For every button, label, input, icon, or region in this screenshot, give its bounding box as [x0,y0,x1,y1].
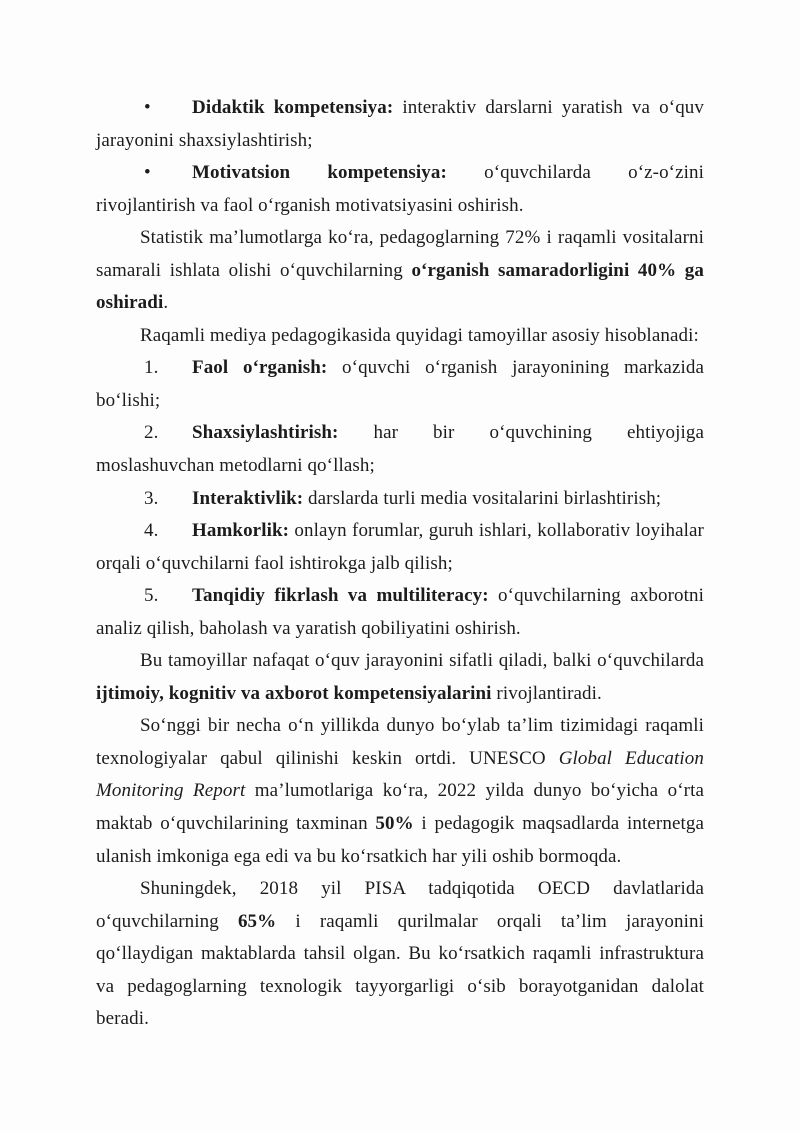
text-segment: Tanqidiy fikrlash va multiliteracy: [192,585,489,607]
text-segment: Shuningdek, 2018 yil PISA tadqiqotida OECD davlatlarida o‘quvchilarning [96,878,704,932]
bullet-paragraph [96,157,704,222]
text-segment: har bir o‘quvchining ehtiyojiga moslashuvchan metodlarni qo‘llash; [96,422,704,477]
bullet-paragraph [96,92,704,157]
text-segment: Shaxsiylashtirish: [192,422,339,444]
paragraph [96,222,704,320]
text-segment: i raqamli qurilmalar orqali ta’lim jarayonini qo‘llaydigan maktablarda tahsil olgan. Bu ko‘rsatkich raqamli infrastruktura va pedagoglarning texnologik tayyorgarligi o‘sib borayotganidan dalolat beradi. [96,910,704,1030]
numbered-paragraph [96,352,704,417]
number-marker: 2. [144,422,159,444]
paragraph [96,320,704,353]
text-segment: Raqamli mediya pedagogikasida quyidagi tamoyillar asosiy hisoblanadi: [140,324,699,346]
bullet-marker: • [144,162,151,184]
paragraph [96,710,704,873]
text-segment: o‘rganish samaradorligini 40% ga oshiradi [96,259,704,314]
text-segment: Motivatsion kompetensiya: [192,162,447,184]
text-segment: 50% [375,813,414,835]
document-body [96,92,704,1036]
numbered-paragraph [96,515,704,580]
number-marker: 4. [144,520,159,542]
text-segment: 65% [237,910,277,932]
text-segment: rivojlantiradi. [491,682,602,704]
text-segment: Hamkorlik: [192,520,290,542]
numbered-paragraph [96,483,704,516]
number-marker: 1. [144,357,159,379]
text-segment: So‘nggi bir necha o‘n yillikda dunyo bo‘ylab ta’lim tizimidagi raqamli texnologiyalar qabul qilinishi keskin ortdi. UNESCO [96,715,704,769]
text-segment: o‘quvchi o‘rganish jarayonining markazida bo‘lishi; [96,357,705,411]
text-segment: Global Education Monitoring Report [96,747,704,802]
number-marker: 5. [144,585,159,607]
text-segment: i pedagogik maqsadlarda internetga ulanish imkoniga ega edi va bu ko‘rsatkich har yili oshib bormoqda. [96,813,704,867]
text-segment: interaktiv darslarni yaratish va o‘quv jarayonini shaxsiylashtirish; [96,97,704,151]
paragraph [96,873,704,1036]
numbered-paragraph [96,580,704,645]
text-segment: ma’lumotlariga ko‘ra, 2022 yilda dunyo bo‘yicha o‘rta maktab o‘quvchilarining taxminan [96,780,704,835]
text-segment: Bu tamoyillar nafaqat o‘quv jarayonini sifatli qiladi, balki o‘quvchilarda [140,650,704,672]
number-marker: 3. [144,487,159,509]
text-segment: . [163,292,169,314]
text-segment: o‘quvchilarda o‘z-o‘zini rivojlantirish va faol o‘rganish motivatsiyasini oshirish. [96,162,705,216]
text-segment: onlayn forumlar, guruh ishlari, kollaborativ loyihalar orqali o‘quvchilarni faol ishtirokga jalb qilish; [96,520,704,574]
bullet-marker: • [144,97,151,118]
text-segment: o‘quvchilarning axborotni analiz qilish, baholash va yaratish qobiliyatini oshirish. [96,585,705,639]
text-segment: Statistik ma’lumotlarga ko‘ra, pedagoglarning 72% i raqamli vositalarni samarali ishlata olishi o‘quvchilarning [96,227,704,281]
text-segment: Didaktik kompetensiya: [192,97,394,118]
text-segment: Faol o‘rganish: [192,357,328,379]
text-segment: darslarda turli media vositalarini birlashtirish; [303,487,662,509]
paragraph [96,645,704,710]
numbered-paragraph [96,417,704,482]
text-segment: Interaktivlik: [192,487,304,509]
text-segment: ijtimoiy, kognitiv va axborot kompetensiyalarini [96,682,492,704]
